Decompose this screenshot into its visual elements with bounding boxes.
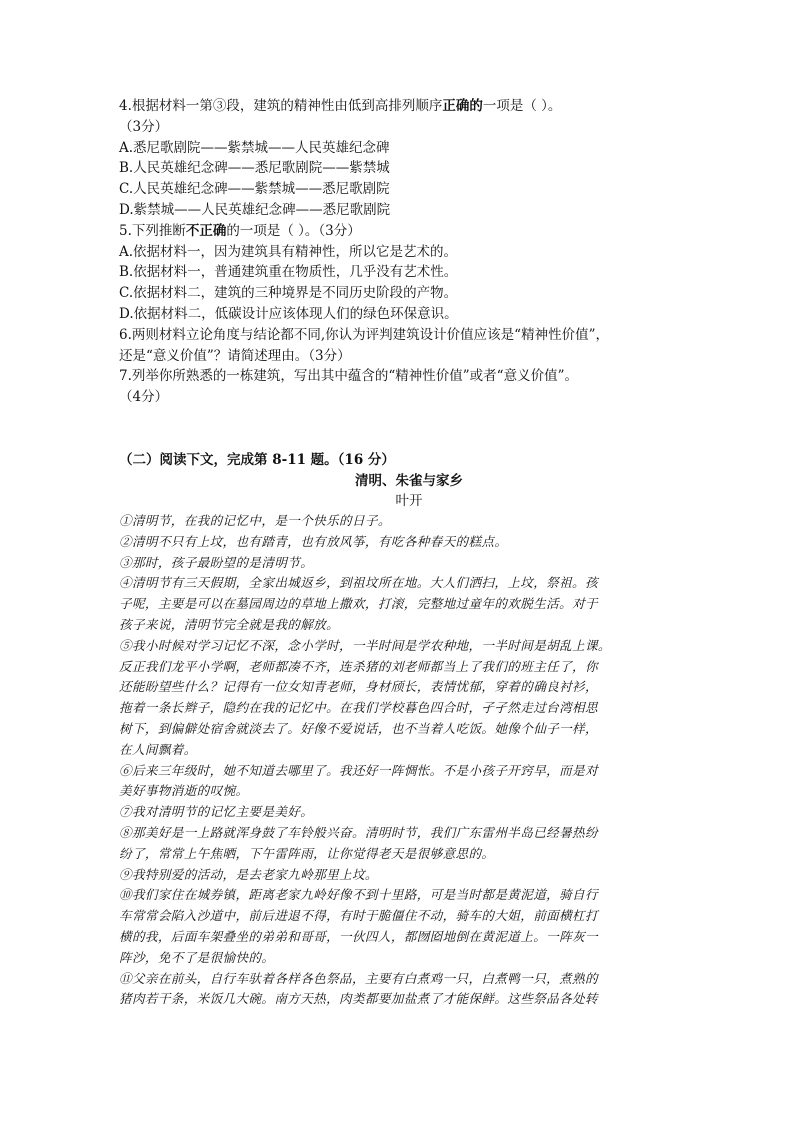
article-body	[119, 511, 677, 1010]
question-4-stem	[119, 96, 699, 117]
question-5-emphasis: 不正确	[185, 222, 227, 239]
question-5-option-b: B.依据材料一，普通建筑重在物质性，几乎没有艺术性。	[119, 264, 458, 281]
article-line: ⑪父亲在前头，自行车驮着各样各色祭品，主要有白煮鸡一只，白煮鸭一只，煮熟的	[119, 970, 598, 986]
question-4-stem-tail: 一项是（ ）。	[482, 98, 562, 114]
article-line: 横的我，后面车架叠坐的弟弟和哥哥，一伙四人，都囫囵地倒在黄泥道上。一阵灰一	[119, 928, 598, 944]
article-line: ①清明节，在我的记忆中，是一个快乐的日子。	[119, 513, 391, 528]
article-line: ③那时，孩子最盼望的是清明节。	[119, 554, 314, 570]
article-line: 还能盼望些什么？记得有一位女知青老师，身材颀长，表情忧郁，穿着的确良衬衫，	[119, 679, 598, 695]
question-5-stem	[119, 221, 699, 242]
question-5-option-c: C.依据材料二，建筑的三种境界是不同历史阶段的产物。	[119, 285, 458, 302]
question-6-line-2: 还是“意义价值”？请简述理由。（3分）	[119, 347, 351, 364]
article-line: ⑩我们家住在城券镇，距离老家九岭好像不到十里路，可是当时都是黄泥道，骑自行	[119, 887, 598, 903]
article-line: 猪肉若干条，米饭几大碗。南方天热，肉类都要加盐煮了才能保鲜。这些祭品各处转	[119, 991, 598, 1007]
article-line: ⑦我对清明节的记忆主要是美好。	[119, 804, 314, 820]
question-7-line-2: （4分）	[119, 389, 169, 406]
article-line: ②清明不只有上坟，也有踏青，也有放风筝，有吃各种春天的糕点。	[119, 533, 508, 549]
question-6-line-1: 6.两则材料立论角度与结论都不同,你认为评判建筑设计价值应该是“精神性价值”，	[119, 326, 609, 343]
article-line: 子呢，主要是可以在墓园周边的草地上撒欢，打滚，完整地过童年的欢脱生活。对于	[119, 596, 598, 612]
article-line: 树下，到偏僻处宿舍就淡去了。好像不爱说话，也不当着人吃饭。她像个仙子一样，	[119, 720, 598, 736]
article-line: 车常常会陷入沙道中，前后进退不得，有时于脆僵住不动，骑车的大姐，前面横杠打	[119, 908, 598, 924]
question-4-stem-text: 4.根据材料一第③段，建筑的精神性由低到高排列顺序	[119, 98, 443, 114]
article-line: 反正我们龙平小学啊，老师都凑不齐，连杀猪的刘老师都当上了我们的班主任了，你	[119, 658, 598, 674]
question-4-score: （3分）	[119, 118, 169, 135]
article-line: ⑤我小时候对学习记忆不深，念小学时，一半时间是学农种地，一半时间是胡乱上课。	[119, 637, 611, 653]
article-line: 孩子来说，清明节完全就是我的解放。	[119, 616, 340, 632]
article-line: 在人间飘着。	[119, 741, 197, 757]
article-line: 阵沙，免不了是很愉快的。	[119, 949, 275, 965]
reading-section-header	[119, 450, 699, 511]
question-4-emphasis: 正确的	[442, 98, 483, 114]
question-5-stem-text: 5.下列推断	[119, 222, 186, 239]
article-line: ⑨我特别爱的活动，是去老家九岭那里上坟。	[119, 866, 378, 882]
question-7-line-1: 7.列举你所熟悉的一栋建筑，写出其中蕴含的“精神性价值”或者“意义价值”。	[119, 368, 578, 385]
article-title: 清明、朱雀与家乡	[355, 473, 463, 489]
question-4-option-c: C.人民英雄纪念碑——紫禁城——悉尼歌剧院	[119, 181, 390, 198]
question-4-option-d: D.紫禁城——人民英雄纪念碑——悉尼歌剧院	[119, 201, 391, 218]
article-line: 美好事物消逝的叹惋。	[119, 783, 249, 799]
question-block	[119, 96, 699, 408]
article-line: ⑥后来三年级时，她不知道去哪里了。我还好一阵惆怅。不是小孩子开窍早，而是对	[119, 762, 598, 778]
article-line: ④清明节有三天假期，全家出城返乡，到祖坟所在地。大人们洒扫，上坟，祭祖。孩	[119, 575, 598, 591]
article-author: 叶开	[395, 493, 423, 509]
question-4-option-a: A.悉尼歌剧院——紫禁城——人民英雄纪念碑	[119, 139, 390, 156]
section-heading: （二）阅读下文，完成第 8-11 题。（16 分）	[119, 452, 395, 468]
question-4-option-b: B.人民英雄纪念碑——悉尼歌剧院——紫禁城	[119, 160, 390, 177]
question-5-option-d: D.依据材料二，低碳设计应该体现人们的绿色环保意识。	[119, 305, 458, 322]
question-5-option-a: A.依据材料一，因为建筑具有精神性，所以它是艺术的。	[119, 243, 458, 260]
article-line: ⑧那美好是一上路就浑身鼓了车铃般兴奋。清明时节，我们广东雷州半岛已经暑热纷	[119, 824, 598, 840]
article-line: 纷了，常常上午焦晒，下午雷阵雨，让你觉得老天是很够意思的。	[119, 845, 495, 861]
question-5-stem-tail: 的一项是（ ）。（3分）	[226, 222, 361, 239]
article-line: 拖着一条长辫子，隐约在我的记忆中。在我们学校暮色四合时，孑孑然走过台湾相思	[119, 700, 598, 716]
